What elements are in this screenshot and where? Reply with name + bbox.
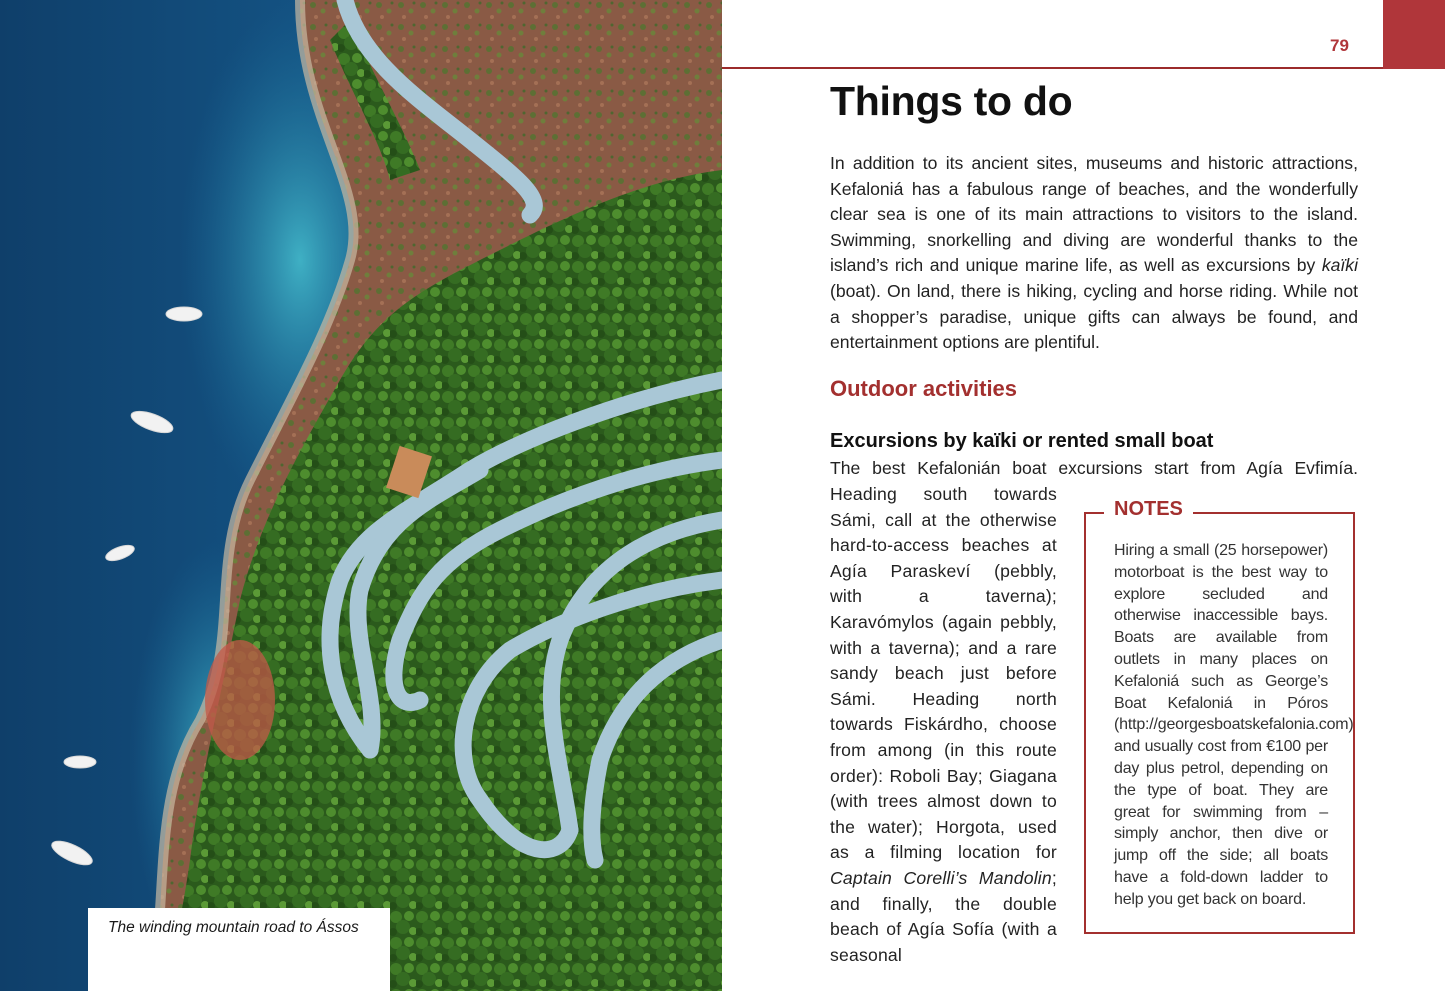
lead-sentence: The best Kefalonián boat excursions start from Agía Evfimía. — [830, 458, 1358, 478]
photo-caption: The winding mountain road to Ássos — [108, 919, 359, 936]
notes-label: NOTES — [1104, 498, 1193, 521]
chapter-tab — [1383, 0, 1445, 69]
notes-body: Hiring a small (25 horsepower) motorboat is the best way to explore secluded and otherwise inaccessible bays. Boats are available from outlets in many places on Kefaloniá such as George’s Boat Kefaloniá in Póros (http://georgesboatskefalonia.com) and usually cost from €100 per day plus petrol, depending on the type of boat. They are great for swimming from – simply anchor, then dive or jump off the side; all boats have a fold-down ladder to help you get back on board. — [1114, 542, 1354, 908]
section-heading: Outdoor activities — [830, 376, 1018, 401]
intro-italic-term: kaïki — [1321, 255, 1358, 276]
column-italic-title: Captain Corelli’s Mandolin — [830, 867, 1052, 888]
sub-heading: Excursions by kaïki or rented small boat — [830, 430, 1214, 452]
photo-caption-box — [88, 908, 390, 991]
intro-text-start: In addition to its ancient sites, museums and historic attractions, Kefaloniá has a fabulous range of beaches, and the wonderfully clear sea is one of its main attractions to visitors to the island. Swimming, snorkelling and diving are wonderful thanks to the island’s rich and unique marine life, as well as excursions by — [830, 153, 1358, 276]
header-rule — [722, 67, 1383, 69]
body-column — [830, 482, 1057, 968]
intro-paragraph — [830, 151, 1358, 356]
page-number: 79 — [1330, 36, 1349, 55]
aerial-photo — [0, 0, 722, 991]
notes-box — [1084, 498, 1355, 934]
page-title: Things to do — [830, 78, 1073, 124]
column-text-start: Heading south towards Sámi, call at the otherwise hard-to-access beaches at Agía Paraskeví (pebbly, with a taverna); Karavómylos (again pebbly, with a taverna); and a rare sandy beach just before Sámi. Heading north towards Fiskárdho, choose from among (in this route order): Roboli Bay; Giagana (with trees almost down to the water); Horgota, used as a filming location for — [830, 484, 1057, 863]
intro-text-end: (boat). On land, there is hiking, cycling and horse riding. While not a shopper’s paradise, unique gifts can always be found, and entertainment options are plentiful. — [830, 280, 1358, 353]
column-text-end: ; and finally, the double beach of Agía Sofía (with a seasonal — [830, 867, 1057, 965]
aerial-road-illustration — [0, 0, 722, 991]
